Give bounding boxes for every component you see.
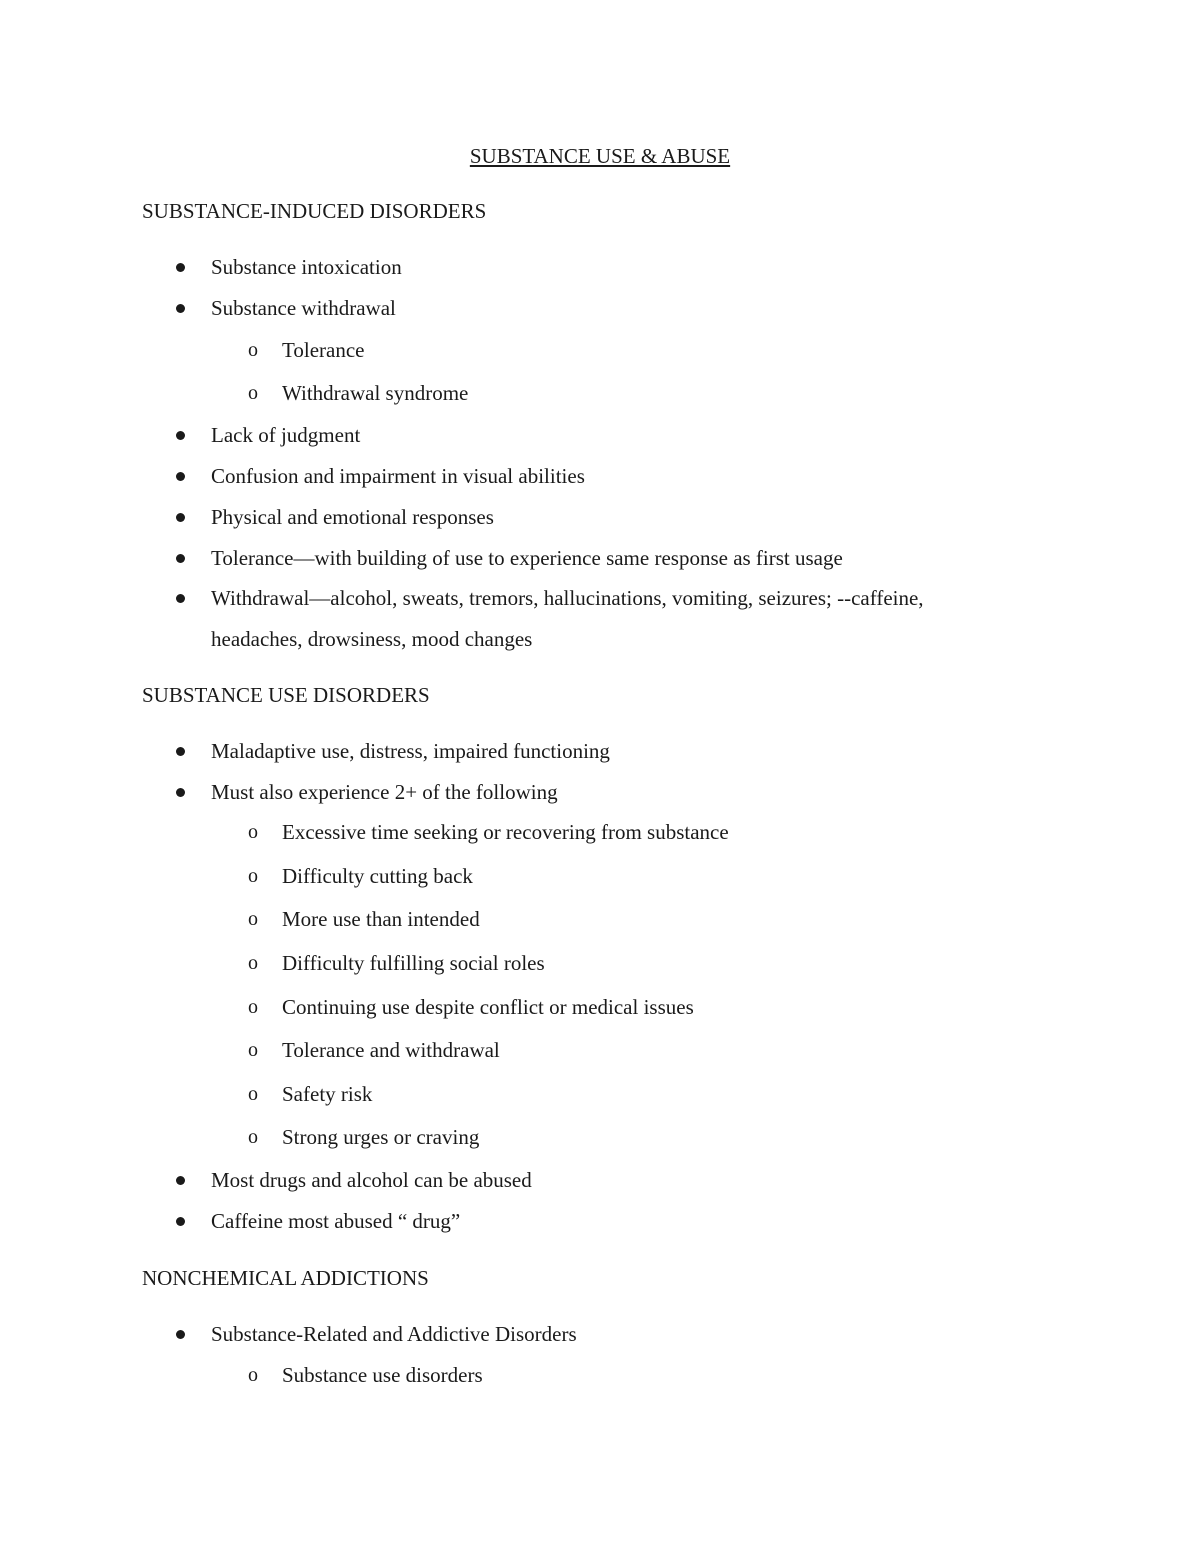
hollow-bullet-icon: o	[248, 1039, 258, 1061]
sub-list-item: Tolerance	[282, 338, 365, 362]
hollow-bullet-icon: o	[248, 952, 258, 974]
bullet-icon	[176, 1217, 185, 1226]
sub-list-item: Substance use disorders	[282, 1363, 483, 1387]
sub-list-item: Strong urges or craving	[282, 1125, 480, 1149]
list-item: Substance intoxication	[211, 255, 402, 279]
bullet-icon	[176, 747, 185, 756]
bullet-icon	[176, 1176, 185, 1185]
section-heading-nonchemical: NONCHEMICAL ADDICTIONS	[142, 1266, 429, 1290]
bullet-icon	[176, 263, 185, 272]
hollow-bullet-icon: o	[248, 1083, 258, 1105]
hollow-bullet-icon: o	[248, 908, 258, 930]
sub-list-item: Difficulty cutting back	[282, 864, 473, 888]
bullet-icon	[176, 304, 185, 313]
hollow-bullet-icon: o	[248, 1126, 258, 1148]
bullet-icon	[176, 554, 185, 563]
list-item: Substance-Related and Addictive Disorders	[211, 1322, 577, 1346]
bullet-icon	[176, 788, 185, 797]
sub-list-item: Safety risk	[282, 1082, 373, 1106]
bullet-icon	[176, 431, 185, 440]
hollow-bullet-icon: o	[248, 821, 258, 843]
hollow-bullet-icon: o	[248, 339, 258, 361]
hollow-bullet-icon: o	[248, 382, 258, 404]
document-title: SUBSTANCE USE & ABUSE	[469, 144, 731, 168]
hollow-bullet-icon: o	[248, 865, 258, 887]
list-item: Caffeine most abused “ drug”	[211, 1209, 461, 1233]
section-heading-substance-use: SUBSTANCE USE DISORDERS	[142, 683, 430, 707]
sub-list-item: Tolerance and withdrawal	[282, 1038, 500, 1062]
bullet-icon	[176, 472, 185, 481]
bullet-icon	[176, 1330, 185, 1339]
section-heading-substance-induced: SUBSTANCE-INDUCED DISORDERS	[142, 199, 487, 223]
sub-list-item: Continuing use despite conflict or medical issues	[282, 995, 694, 1019]
sub-list-item: More use than intended	[282, 907, 480, 931]
sub-list-item: Withdrawal syndrome	[282, 381, 469, 405]
hollow-bullet-icon: o	[248, 1364, 258, 1386]
list-item: Maladaptive use, distress, impaired functioning	[211, 739, 610, 763]
list-item: Tolerance—with building of use to experience same response as first usage	[211, 546, 843, 570]
list-item: Withdrawal—alcohol, sweats, tremors, hallucinations, vomiting, seizures; --caffeine,	[211, 586, 924, 610]
bullet-icon	[176, 513, 185, 522]
list-item: Lack of judgment	[211, 423, 361, 447]
list-item: Confusion and impairment in visual abilities	[211, 464, 585, 488]
sub-list-item: Difficulty fulfilling social roles	[282, 951, 545, 975]
list-item: Substance withdrawal	[211, 296, 396, 320]
list-item: Most drugs and alcohol can be abused	[211, 1168, 532, 1192]
hollow-bullet-icon: o	[248, 996, 258, 1018]
list-item-continuation: headaches, drowsiness, mood changes	[211, 627, 533, 651]
list-item: Physical and emotional responses	[211, 505, 494, 529]
sub-list-item: Excessive time seeking or recovering from substance	[282, 820, 729, 844]
list-item: Must also experience 2+ of the following	[211, 780, 558, 804]
bullet-icon	[176, 594, 185, 603]
